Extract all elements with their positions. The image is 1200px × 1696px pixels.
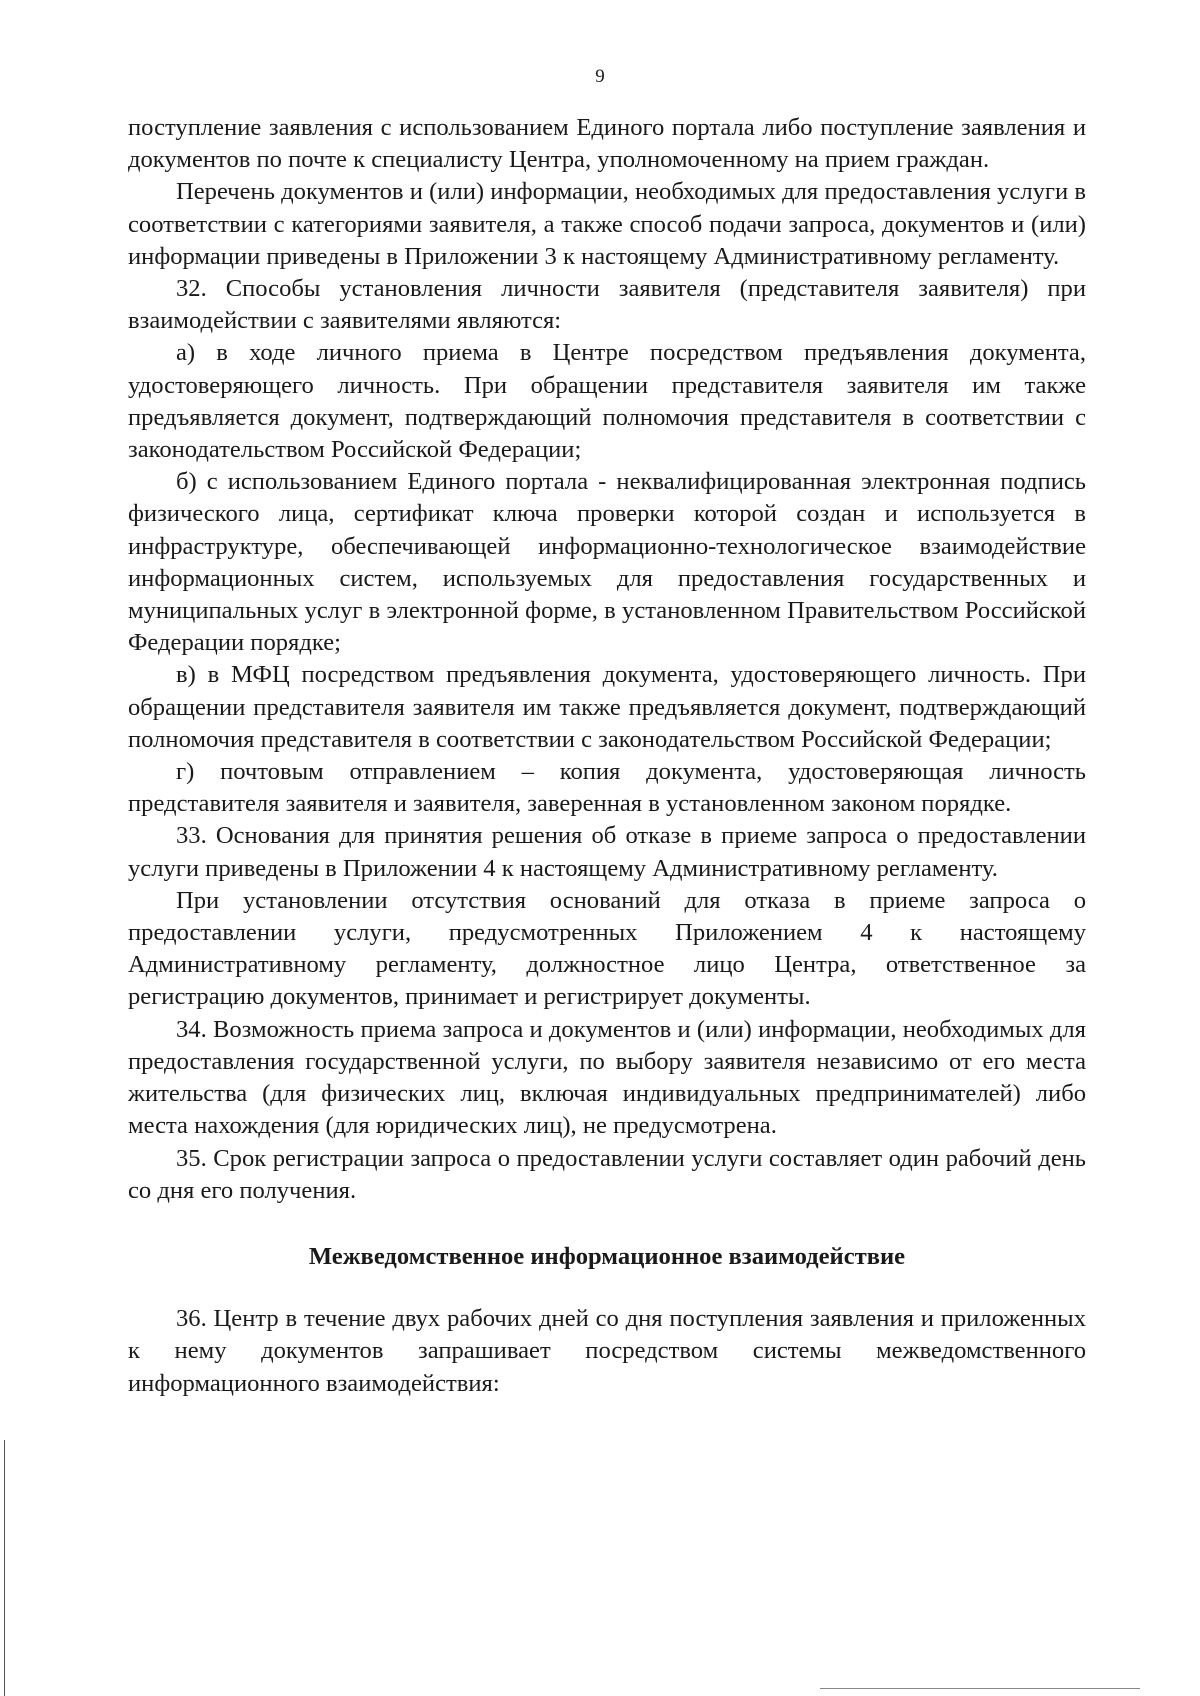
- paragraph-item-34: 34. Возможность приема запроса и документов и (или) информации, необходимых для предоставления государственной услуги, по выбору заявителя независимо от его места жительства (для физических лиц, включая индивидуальных предпринимателей) либо места нахождения (для юридических лиц), не предусмотрена.: [128, 1015, 1086, 1140]
- page-number: 9: [595, 66, 605, 87]
- paragraph-item-32v: в) в МФЦ посредством предъявления документа, удостоверяющего личность. При обращении представителя заявителя им также предъявляется документ, подтверждающий полномочия представителя в соответствии с законодательством Российской Федерации;: [128, 661, 1086, 753]
- paragraph-no-refusal: При установлении отсутствия оснований для отказа в приеме запроса о предоставлении услуги, предусмотренных Приложением 4 к настоящему Административному регламенту, должностное лицо Центра, ответственное за регистрацию документов, принимает и регистрирует документы.: [128, 886, 1086, 1011]
- paragraph-item-32b: б) с использованием Единого портала - неквалифицированная электронная подпись физического лица, сертификат ключа проверки которой создан и используется в инфраструктуре, обеспечивающей информационно-технологическое взаимодействие информационных систем, используемых для предоставления государственных и муниципальных услуг в электронной форме, в установленном Правительством Российской Федерации порядке;: [128, 468, 1086, 657]
- paragraph-item-32g: г) почтовым отправлением – копия документа, удостоверяющая личность представителя заявителя и заявителя, заверенная в установленном законом порядке.: [128, 758, 1086, 818]
- paragraph-document-list: Перечень документов и (или) информации, необходимых для предоставления услуги в соответствии с категориями заявителя, а также способ подачи запроса, документов и (или) информации приведены в Приложении 3 к настоящему Административному регламенту.: [128, 178, 1086, 270]
- paragraph-item-32a: а) в ходе личного приема в Центре посредством предъявления документа, удостоверяющего личность. При обращении представителя заявителя им также предъявляется документ, подтверждающий полномочия представителя в соответствии с законодательством Российской Федерации;: [128, 339, 1086, 464]
- document-body: [128, 112, 1086, 1400]
- scan-edge-line-bottom: [820, 1688, 1140, 1689]
- paragraph-item-36: 36. Центр в течение двух рабочих дней со дня поступления заявления и приложенных к нему документов запрашивает посредством системы межведомственного информационного взаимодействия:: [128, 1305, 1086, 1397]
- paragraph-item-33: 33. Основания для принятия решения об отказе в приеме запроса о предоставлении услуги приведены в Приложении 4 к настоящему Административному регламенту.: [128, 822, 1086, 882]
- paragraph-continuation: поступление заявления с использованием Единого портала либо поступление заявления и документов по почте к специалисту Центра, уполномоченному на прием граждан.: [128, 114, 1086, 174]
- paragraph-item-32: 32. Способы установления личности заявителя (представителя заявителя) при взаимодействии с заявителями являются:: [128, 275, 1086, 335]
- section-heading: Межведомственное информационное взаимодействие: [308, 1242, 906, 1270]
- scan-edge-line-left: [4, 1440, 5, 1696]
- paragraph-item-35: 35. Срок регистрации запроса о предоставлении услуги составляет один рабочий день со дня его получения.: [128, 1144, 1086, 1204]
